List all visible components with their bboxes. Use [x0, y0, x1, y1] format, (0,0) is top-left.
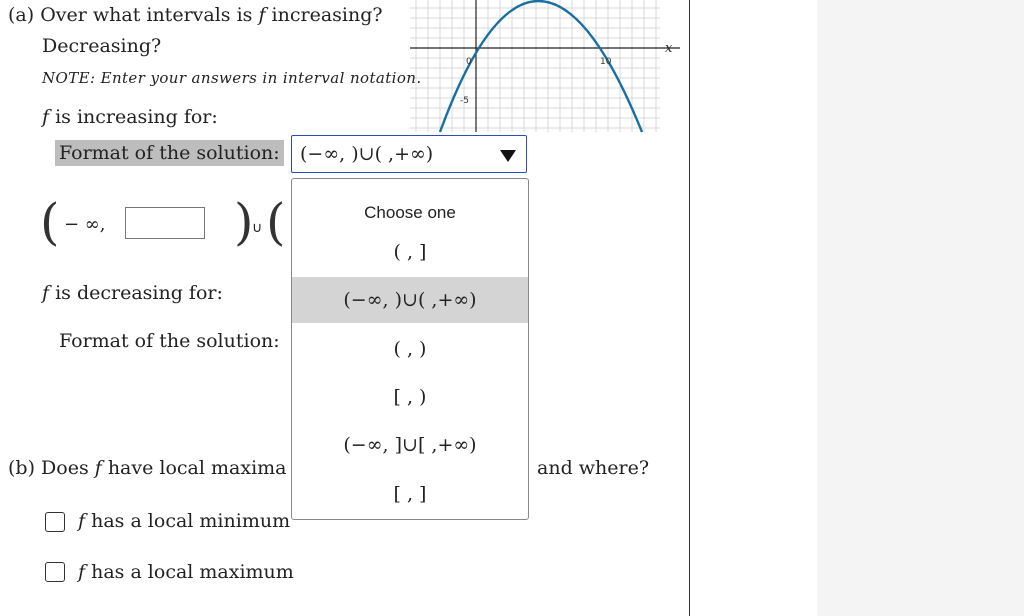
- close-paren: ): [234, 193, 254, 251]
- increasing-answer-input[interactable]: [125, 207, 205, 239]
- dropdown-header: Choose one: [364, 203, 456, 222]
- question-a: (a) Over what intervals is f increasing?: [8, 4, 383, 26]
- note-text: NOTE: Enter your answers in interval notation.: [42, 69, 422, 87]
- question-a-line2: Decreasing?: [42, 35, 162, 57]
- question-b: (b) Does f have local maxima: [8, 457, 287, 479]
- question-b-tail: and where?: [537, 457, 650, 479]
- dropdown-arrow-icon[interactable]: [500, 150, 516, 162]
- format-dropdown-menu: [291, 178, 529, 520]
- neg-infinity-text: − ∞,: [64, 214, 106, 235]
- local-maximum-checkbox[interactable]: [45, 562, 65, 582]
- increasing-label: f is increasing for:: [42, 106, 218, 128]
- dropdown-option-closed-open[interactable]: [ , ): [393, 386, 427, 408]
- decreasing-label: f is decreasing for:: [42, 282, 223, 304]
- open-paren-2: (: [266, 193, 286, 251]
- dropdown-option-open-open[interactable]: ( , ): [393, 338, 427, 360]
- format-select[interactable]: (−∞, )∪( ,+∞): [291, 135, 527, 173]
- format-label-decreasing: Format of the solution:: [59, 330, 280, 352]
- tick-label-10: 10: [600, 57, 612, 67]
- local-minimum-checkbox[interactable]: [45, 512, 65, 532]
- x-axis-label: x: [665, 41, 673, 56]
- open-paren: (: [40, 193, 60, 251]
- union-symbol: ∪: [252, 219, 263, 235]
- tick-label-0: 0: [466, 57, 472, 67]
- local-maximum-label: f has a local maximum: [78, 561, 294, 583]
- dropdown-option-union-open[interactable]: (−∞, )∪( ,+∞): [292, 277, 528, 323]
- dropdown-option-union-closed[interactable]: (−∞, ]∪[ ,+∞): [343, 434, 477, 456]
- format-label-increasing: Format of the solution:: [55, 142, 284, 164]
- function-graph: [410, 0, 690, 135]
- tick-label-neg5: -5: [460, 96, 469, 106]
- dropdown-option-closed-closed[interactable]: [ , ]: [393, 483, 427, 505]
- side-panel: [817, 0, 1024, 616]
- dropdown-option-open-closed[interactable]: ( , ]: [393, 241, 427, 263]
- local-minimum-label: f has a local minimum: [78, 510, 291, 532]
